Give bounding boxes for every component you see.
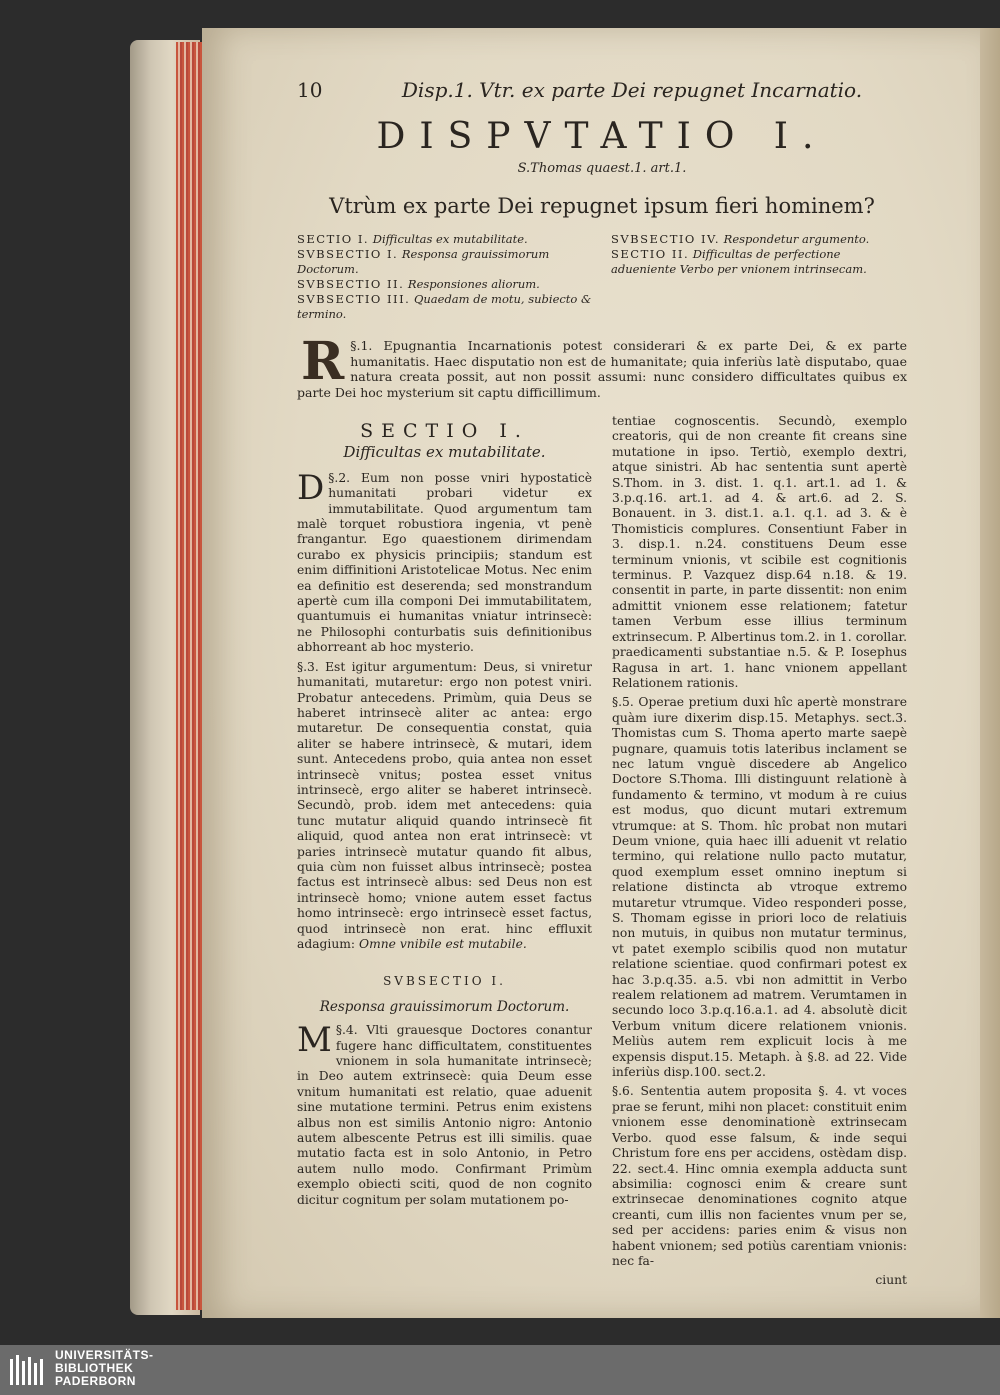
toc-item: SVBSECTIO III. Quaedam de motu, subiecto & termino. [297,292,592,321]
paragraph-3: §.3. Est igitur argumentum: Deus, si vniretur humanitati, mutaretur: ergo non potest vniri. Probatur antecedens. Primùm, quia Deus se haberet intrinsecè aliter ac antea: ergo mutaretur. De consequentia constat, quia aliter se habere intrinsecè, & mutari, idem sunt. Antecedens probo, quia antea non esset intrinsecè vnitus; postea esset vnitus intrinsecè, ergo aliter se haberet intrinsecè. Secundò, prob. idem met antecedens: quia tunc mutatur aliquid quando intrinsecè fit aliquid, quod antea non erat intrinsecè: vt paries intrinsecè mutatur quando fit albus, quia cùm non fuisset albus intrinsecè; postea factus est intrinsecè albus: sed Deus non est intrinsecè homo; vnione autem esset factus homo intrinsecè: ergo intrinsecè esset factus, quod intrinsecè non erat. hinc effluxit adagium: Omne vnibile est mutabile. [297,659,592,951]
drop-cap: R [301,331,345,392]
library-logo-icon [8,1353,48,1387]
page-header [297,78,907,102]
library-footer [0,1345,1000,1395]
adage: Omne vnibile est mutabile. [358,937,527,951]
running-head: Disp.1. Vtr. ex parte Dei repugnet Incarnatio. [401,78,863,102]
drop-cap: D [297,467,325,508]
page-content [297,78,907,1289]
table-of-contents [297,232,907,322]
section-subtitle: Difficultas ex mutabilitate. [343,443,546,462]
page-number: 10 [297,78,323,102]
paragraph-4: §.4. M Vlti grauesque Doctores conantur fugere hanc difficultatem, constituentes vnionem in sola humanitate intrinsecè; in Deo autem extrinsecè: quia Deum esse vnitum humanitati est relatio, quae aduenit sine mutatione termini. Petrus enim existens albus non est similis Antonio nigro: Antonio autem albescente Petrus est illi similis. quae mutatio facta est in solo Antonio, in Petro autem nullo modo. Confirmant Primùm exemplo obiecti sciti, quod de non cognito dicitur cognitum per solam mutationem po- [297,1020,592,1207]
paragraph-6: §.6. Sententia autem proposita §. 4. vt voces prae se ferunt, mihi non placet: constituit enim vnionem esse denominationè extrinsecam Verbo. quod esse falsum, & inde sequi Christum fore ens per accidens, ostèdam disp. 22. sect.4. Hinc omnia exempla adducta sunt absimilia: cognosci enim & creare sunt extrinsecae denominationes cognito atque creanti, cum illis non facientes vnum per se, sed per accidens: paries enim & visus non habent vnionem; sed potiùs carentiam vnionis: nec fa- [612,1084,907,1268]
disputation-title: DISPVTATIO I. [376,116,828,157]
library-name: UNIVERSITÄTS- BIBLIOTHEK PADERBORN [55,1348,154,1388]
toc-item: SECTIO II. Difficultas de perfectione adueniente Verbo per vnionem intrinsecam. [611,247,867,276]
toc-item: SVBSECTIO II. Responsiones aliorum. [297,277,540,291]
right-column [612,414,907,1289]
disputation-question: Vtrùm ex parte Dei repugnet ipsum fieri hominem? [329,194,875,218]
subsection-heading: SVBSECTIO I. [383,974,506,989]
paragraph-2: §.2. D Eum non posse vniri hypostaticè humanitati probari videtur ex immutabilitate. Quod argumentum tam malè torquet robustiora ingenia, vt penè frangantur. Ego quaestionem dirimendam curabo ex physicis principiis; standum est enim diffinitioni Aristotelicae Motus. Nec enim ea definitio est deserenda; sed monstrandum apertè cum illa componi Dei immutabilitatem, quantumuis ei humanitas vniatur intrinsecè: ne Philosophi conturbatis suis definitionibus abhorreant ab hoc mysterio. [297,467,592,655]
intro-text: Epugnantia Incarnationis potest considerari & ex parte Dei, & ex parte humanitatis. Haec disputatio non est de humanitate; quia inferiùs latè disputabo, quae natura creata possit, aut non possit assumi: nunc considero difficultates quibus ex parte Dei hoc mysterium sit captu difficillimum. [297,338,907,400]
paragraph-right-1: tentiae cognoscentis. Secundò, exemplo creatoris, qui de non creante fit creans sine mutatione in ipso. Tertiò, exemplo dextri, atque sinistri. Ab hac sententia sunt apertè S.Thom. in 3. dist. 1. q.1. art.1. ad 1. & 3.p.q.16. art.1. ad 4. & art.6. ad 2. S. Bonauent. in 3. dist.1. a.1. q.1. ad 3. & è Thomisticis complures. Consentiunt Faber in 3. disp.1. n.24. constituens Deum esse terminum vnionis, vt scibile est cognitionis terminus. P. Vazquez disp.64 n.18. & 19. consentit in parte, in parte dissentit: non enim admittit vnionem esse relationem; fatetur tamen Verbum esse illius terminum extrinsecum. P. Albertinus tom.2. in 1. corollar. praedicamenti substantiae n.5. & P. Iosephus Ragusa in art. 1. hanc vnionem appellant Relationem rationis. [612,414,907,690]
toc-item: SVBSECTIO IV. Respondetur argumento. [611,232,870,246]
intro-paragraph [297,331,907,400]
catchword: ciunt [875,1273,907,1288]
book-page [202,28,980,1318]
source-reference: S.Thomas quaest.1. art.1. [517,161,687,176]
toc-item [611,277,907,292]
two-column-body [297,414,907,1289]
paragraph-5: §.5. Operae pretium duxi hîc apertè monstrare quàm iure dixerim disp.15. Metaphys. sect.3. Thomistas cum S. Thoma aperto marte saepè pugnare, quamuis totis lateribus inclament se nec latum vnguè discedere ab Angelico Doctore S.Thoma. Illi distinguunt relationè à fundamento & termino, vt modum à re cuius est modus, quo dicunt mutari extremum vtrumque: at S. Thom. hîc probat non mutari Deum vnione, quia haec illi aduenit vt relatio termino, qui relatione nullo pacto mutatur, quod exemplum esset omnino ineptum si relatione distincta ab vtroque extremo mutaretur vtrumque. Video responderi posse, S. Thomam egisse in priori loco de relatiuis non mutuis, in quibus non mutatur terminus, vt patet exemplo scibilis quod non mutatur relatione scientiae. quod confirmari potest ex hac 3.p.q.35. a.5. vbi non admittit in Verbo realem relationem ad matrem. Verumtamen in secundo loco 3.p.q.16.a.1. ad 4. absolutè dicit Verbum vnitum dicere relationem vnionis. Meliùs autem rem explicuit locis à me expensis disput.15. Metaph. à §.8. ad 22. Vide inferiùs disp.100. sect.2. [612,695,907,1080]
paragraph-mark: §.1. [350,338,373,353]
red-page-edges [176,42,202,1310]
toc-item: SVBSECTIO I. Responsa grauissimorum Doctorum. [297,247,550,276]
toc-item: SECTIO I. Difficultas ex mutabilitate. [297,232,528,246]
section-heading: SECTIO I. [360,420,529,442]
subsection-subtitle: Responsa grauissimorum Doctorum. [319,998,570,1015]
drop-cap: M [297,1020,332,1061]
left-column [297,414,592,1289]
